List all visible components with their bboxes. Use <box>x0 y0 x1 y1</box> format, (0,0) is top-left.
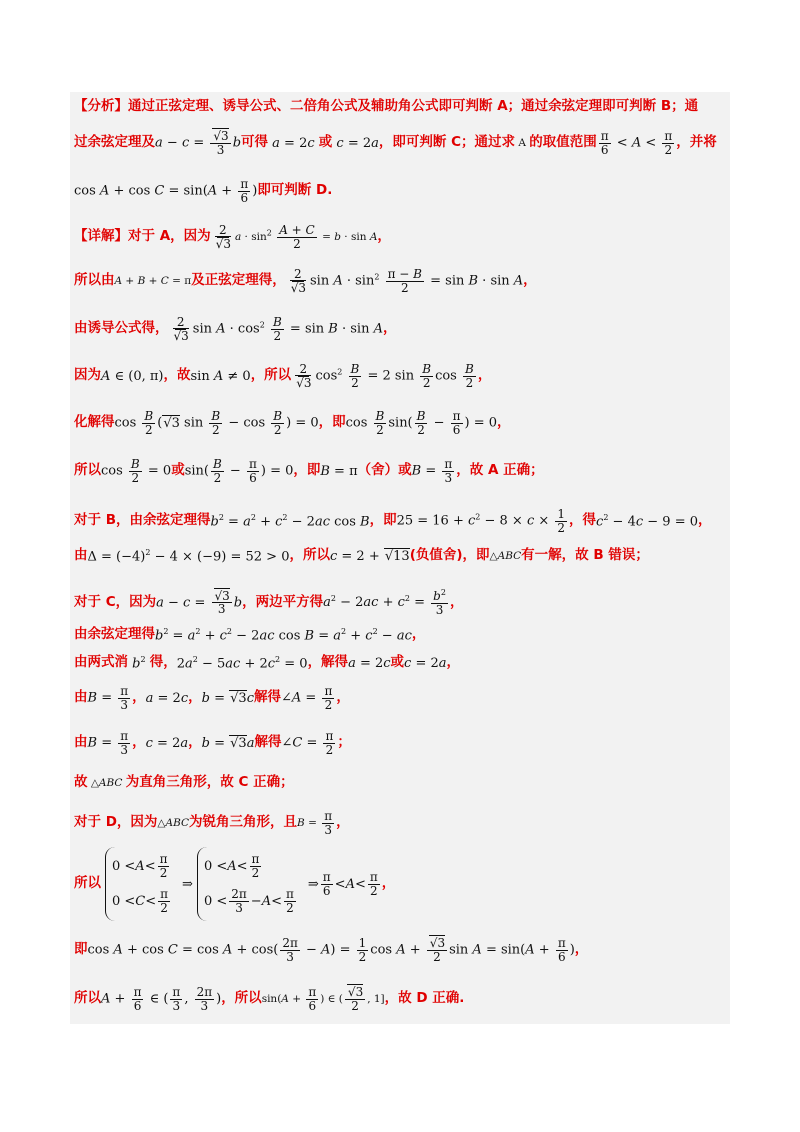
detail-line-14: 故 △ABC 为直角三角形，故 C 正确； <box>74 774 294 790</box>
math-expression: sin( $\frac{B}{2}$ − $\frac{\pi}{6}$ ) = 0 <box>184 457 294 485</box>
math-expression: c = 2 + √ 13 <box>330 550 410 563</box>
math-expression: B = $\frac{\pi}{3}$ <box>297 809 333 837</box>
math-expression: ∠C = $\frac{\pi}{2}$ <box>281 729 334 757</box>
detail-line-16: 所以 0 < A < $\frac{\pi}{2}$ 0 < C < $\frac{\pi}{2}$ ⇒ 0 < A < $\frac{\pi}{2}$ 0 < $\frac{2\pi}{3}$ − A < $\frac{\pi}{2}$ ⇒ $\frac{\pi}{6}$ < A < $\frac{\pi}{2}$ ， <box>74 847 395 921</box>
math-expression: B = π <box>320 463 358 479</box>
math-expression: $b^2$ <box>132 655 146 672</box>
math-expression: c = 2a <box>404 655 447 671</box>
math-expression: $b^2 = a^2 + c^2 - 2ac$ cos B <box>210 512 370 530</box>
detail-line-17: 即 cos A + cos C = cos A + cos( $\frac{2\pi}{3}$ − A) = $\frac{1}{2}$ cos A + √ $\frac{3}{2}$ sin A = sin(A + $\frac{\pi}{6}$ ) ， <box>74 937 588 963</box>
math-expression: $25 = 16 + c^2 - 8 \times c$ × $\frac{1}{2}$ <box>396 507 566 535</box>
detail-line-5: 化解得 cos $\frac{B}{2}$ (√ 3 sin $\frac{B}{2}$ − cos $\frac{B}{2}$ ) = 0 ，即 cos $\frac{B}{2}$ sin( $\frac{B}{2}$ − $\frac{\pi}{6}$ ) = 0 ， <box>74 410 511 436</box>
detail-line-12: 由 B = $\frac{\pi}{3}$ ， a = 2c ， b = √ 3c 解得 ∠A = $\frac{\pi}{2}$ ， <box>74 685 350 711</box>
math-expression: B = $\frac{\pi}{3}$ <box>87 729 129 757</box>
math-expression: a = 2c <box>272 135 315 151</box>
math-expression: $c^2 - 4c - 9 = 0$ <box>596 512 698 530</box>
detail-line-7: 对于 B，由余弦定理得 $b^2 = a^2 + c^2 - 2ac$ cos B ，即 $25 = 16 + c^2 - 8 \times c$ × $\frac{1}{2}$ ，得 $c^2 - 4c - 9 = 0$ ， <box>74 507 712 535</box>
math-expression: A + B + C = π <box>114 274 192 287</box>
detail-line-6: 所以 cos $\frac{B}{2}$ = 0 或 sin( $\frac{B}{2}$ − $\frac{\pi}{6}$ ) = 0 ，即 B = π （舍）或 B = $\frac{\pi}{3}$ ，故 A 正确； <box>74 457 544 485</box>
math-expression: A + $\frac{\pi}{6}$ ∈ ( $\frac{\pi}{3}$ , $\frac{2\pi}{3}$ ) <box>101 985 222 1013</box>
analysis-line-2: 过余弦定理及 a − c = √ $\frac{3}{3}$ b 可得 a = 2c 或 c = 2a ，即可判断 C；通过求 A 的取值范围 $\frac{\pi}{6}$ < A < $\frac{\pi}{2}$ ，并将 <box>74 130 717 156</box>
detail-line-2: 所以由 A + B + C = π 及正弦定理得， 2 √ 3 $\sin A \cdot \sin^2$ $\frac{\pi - B}{2}$ = sin B · sin A ， <box>74 268 537 294</box>
math-expression: $\frac{\pi}{6}$ < A < $\frac{\pi}{2}$ <box>600 129 673 157</box>
math-expression: $a^2 - 2ac + c^2$ = $\frac{b^2}{3}$ <box>323 588 446 617</box>
math-expression: a − c = √ $\frac{3}{3}$ b <box>156 590 242 616</box>
inequality-system-2: 0 < A < $\frac{\pi}{2}$ 0 < $\frac{2\pi}{3}$ − A < $\frac{\pi}{2}$ <box>197 847 304 921</box>
detail-line-1: 【详解】 对于 A，因为 2 √ 3 $a \cdot \sin^2$ $\frac{A + C}{2}$ = b · sin A ， <box>74 224 391 250</box>
math-expression: 0 < A < $\frac{\pi}{2}$ 0 < C < $\frac{\pi}{2}$ ⇒ 0 < A < $\frac{\pi}{2}$ 0 < $\frac{2\pi}{3}$ − A < $\frac{\pi}{2}$ ⇒ $\frac{\pi}{6}$ < A < $\frac{\pi}{2}$ <box>101 847 382 921</box>
math-expression: △ABC <box>87 776 123 789</box>
detail-line-15: 对于 D，因为 △ABC 为锐角三角形，且 B = $\frac{\pi}{3}$ ， <box>74 809 350 837</box>
analysis-label: 【分析】 <box>74 98 128 114</box>
math-expression: cos A + cos C = cos A + cos( $\frac{2\pi}{3}$ − A) = $\frac{1}{2}$ cos A + √ $\frac{3}{2}$ sin A = sin(A + $\frac{\pi}{6}$ ) <box>88 937 575 963</box>
math-expression: $2a^2 - 5ac + 2c^2 = 0$ <box>176 655 308 672</box>
math-expression: a − c = √ $\frac{3}{3}$ b <box>155 130 241 156</box>
detail-line-8: 由 $\Delta = (-4)^2 - 4 \times (-9) = 52 > 0$ ，所以 c = 2 + √ 13 (负值舍)，即 △ABC 有一解，故 B 错误； <box>74 549 649 563</box>
inequality-system-1: 0 < A < $\frac{\pi}{2}$ 0 < C < $\frac{\pi}{2}$ <box>105 847 178 921</box>
math-expression: 2 √ 3 $a \cdot \sin^2$ $\frac{A + C}{2}$ = b · sin A <box>211 224 378 250</box>
math-expression: △ABC <box>157 816 190 829</box>
math-expression: A <box>515 136 530 149</box>
math-expression: 2 √ 3 $\sin A \cdot \sin^2$ $\frac{\pi - B}{2}$ = sin B · sin A <box>286 268 523 294</box>
detail-line-11: 由两式消 $b^2$ 得， $2a^2 - 5ac + 2c^2 = 0$ ，解得 a = 2c 或 c = 2a ， <box>74 654 461 672</box>
math-expression: c = 2a <box>145 735 189 751</box>
detail-line-9: 对于 C，因为 a − c = √ $\frac{3}{3}$ b ，两边平方得 $a^2 - 2ac + c^2$ = $\frac{b^2}{3}$ ， <box>74 589 463 616</box>
math-expression: sin A ≠ 0 <box>190 368 251 384</box>
math-expression: cos A + cos C = sin(A + $\frac{\pi}{6}$ ) <box>74 177 258 205</box>
math-expression: a = 2c <box>348 655 391 671</box>
detail-line-13: 由 B = $\frac{\pi}{3}$ ， c = 2a ， b = √ 3a 解得 ∠C = $\frac{\pi}{2}$ ； <box>74 730 351 756</box>
math-expression: c = 2a <box>336 135 379 151</box>
math-expression: cos $\frac{B}{2}$ = 0 <box>101 457 172 485</box>
math-expression: B = $\frac{\pi}{3}$ <box>87 684 129 712</box>
math-expression: A ∈ (0, π) <box>101 368 164 384</box>
math-expression: b = √ 3c <box>202 692 254 705</box>
detail-line-4: 因为 A ∈ (0, π) ，故 sin A ≠ 0 ，所以 2 √ 3 $\cos^2$ $\frac{B}{2}$ = 2 sin $\frac{B}{2}$ cos $\frac{B}{2}$ ， <box>74 363 491 389</box>
math-expression: cos $\frac{B}{2}$ (√ 3 sin $\frac{B}{2}$ − cos $\frac{B}{2}$ ) = 0 <box>115 410 319 436</box>
detail-line-18: 所以 A + $\frac{\pi}{6}$ ∈ ( $\frac{\pi}{3}$ , $\frac{2\pi}{3}$ ) ，所以 sin(A + $\frac{\pi}{6}$ ) ∈ ( √ $\frac{3}{2}$ , 1] ，故 D 正确. <box>74 986 464 1012</box>
math-expression: cos $\frac{B}{2}$ sin( $\frac{B}{2}$ − $\frac{\pi}{6}$ ) = 0 <box>345 409 498 437</box>
math-expression: 2 √ 3 $\cos^2$ $\frac{B}{2}$ = 2 sin $\frac{B}{2}$ cos $\frac{B}{2}$ <box>291 363 478 389</box>
math-expression: b = √ 3a <box>202 737 255 750</box>
analysis-line-1: 【分析】 通过正弦定理、诱导公式、二倍角公式及辅助角公式即可判断 A；通过余弦定理即可判断 B；通 <box>74 98 699 114</box>
math-expression: B = $\frac{\pi}{3}$ <box>411 457 453 485</box>
detail-line-10: 由余弦定理得 $b^2 = a^2 + c^2 - 2ac$ $\cos B = a^2 + c^2$ − ac ， <box>74 626 426 644</box>
math-expression: ∠A = $\frac{\pi}{2}$ <box>280 684 333 712</box>
analysis-line-3: cos A + cos C = sin(A + $\frac{\pi}{6}$ ) 即可判断 D. <box>74 177 333 205</box>
detail-label: 【详解】 <box>74 228 128 245</box>
math-expression: $\Delta = (-4)^2 - 4 \times (-9) = 52 > 0$ <box>87 548 290 565</box>
detail-line-3: 由诱导公式得， 2 √ 3 $\sin A \cdot \cos^2$ $\frac{B}{2}$ = sin B · sin A ， <box>74 316 396 342</box>
math-expression: $b^2 = a^2 + c^2 - 2ac$ $\cos B = a^2 + c^2$ − ac <box>155 627 412 644</box>
math-expression: △ABC <box>489 549 522 562</box>
math-expression: 2 √ 3 $\sin A \cdot \cos^2$ $\frac{B}{2}$ = sin B · sin A <box>169 316 383 342</box>
math-expression: sin(A + $\frac{\pi}{6}$ ) ∈ ( √ $\frac{3}{2}$ , 1] <box>262 986 385 1012</box>
math-expression: a = 2c <box>145 690 189 706</box>
